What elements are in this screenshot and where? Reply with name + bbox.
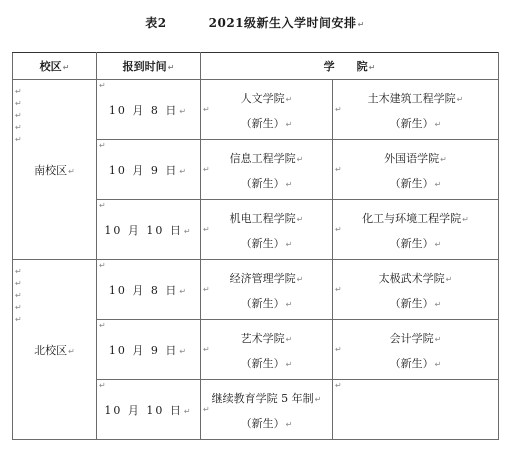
table-title-text: 2021级新生入学时间安排: [208, 16, 357, 30]
college-name: 化工与环境工程学院: [362, 212, 462, 225]
campus-name: 北校区: [34, 343, 68, 357]
college-cell: 外国语学院↵ ↵ （新生）↵: [333, 140, 499, 200]
college-cell: 继续教育学院 5 年制↵ ↵ （新生）↵: [201, 380, 333, 440]
new-student-tag: （新生）: [389, 177, 434, 190]
college-name: 人文学院: [240, 92, 285, 105]
schedule-table: [12, 52, 499, 440]
campus-cell: ↵ ↵ ↵ ↵ ↵ 北校区↵: [13, 260, 97, 440]
paragraph-mark-icon: ↵: [203, 225, 210, 234]
paragraph-mark-icon: ↵: [203, 405, 210, 414]
table-number: 表2: [145, 16, 167, 30]
date-text: 10 月 9 日: [108, 343, 179, 357]
paragraph-mark-icon: ↵: [99, 141, 108, 150]
date-text: 10 月 10 日: [104, 403, 183, 417]
new-student-tag: （新生）: [240, 417, 285, 430]
college-cell: 经济管理学院↵ ↵ （新生）↵: [201, 260, 333, 320]
paragraph-mark-icon: ↵: [203, 105, 210, 114]
paragraph-mark-icon: ↵: [357, 20, 365, 29]
date-text: 10 月 10 日: [104, 223, 183, 237]
paragraph-mark-icon: ↵: [335, 345, 342, 354]
new-student-tag: （新生）: [389, 117, 434, 130]
college-cell: 化工与环境工程学院↵ ↵ （新生）↵: [333, 200, 499, 260]
paragraph-mark-icon: ↵: [99, 201, 108, 210]
college-name: 外国语学院: [384, 152, 440, 165]
new-student-tag: （新生）: [240, 357, 285, 370]
new-student-tag: （新生）: [389, 357, 434, 370]
paragraph-mark-icon: ↵: [335, 165, 342, 174]
college-name: 艺术学院: [240, 332, 285, 345]
table-row: [13, 80, 499, 140]
date-cell: ↵ 10 月 8 日↵: [97, 260, 201, 320]
new-student-tag: （新生）: [240, 117, 285, 130]
date-cell: ↵ 10 月 10 日↵: [97, 200, 201, 260]
paragraph-mark-icon: ↵: [203, 345, 210, 354]
college-name: 机电工程学院: [229, 212, 296, 225]
college-cell: 艺术学院↵ ↵ （新生）↵: [201, 320, 333, 380]
campus-name: 南校区: [34, 163, 68, 177]
paragraph-mark-icon: ↵: [203, 285, 210, 294]
college-cell: 机电工程学院↵ ↵ （新生）↵: [201, 200, 333, 260]
new-student-tag: （新生）: [240, 237, 285, 250]
college-name: 继续教育学院 5 年制: [211, 392, 314, 405]
paragraph-mark-icon: ↵: [335, 285, 342, 294]
paragraph-mark-icon: ↵ ↵ ↵ ↵ ↵: [15, 267, 22, 324]
college-cell: 人文学院↵ ↵ （新生）↵: [201, 80, 333, 140]
paragraph-mark-icon: ↵: [203, 165, 210, 174]
date-text: 10 月 8 日: [108, 103, 179, 117]
new-student-tag: （新生）: [240, 177, 285, 190]
college-name: 信息工程学院: [229, 152, 296, 165]
paragraph-mark-icon: ↵: [335, 381, 342, 390]
college-cell: 信息工程学院↵ ↵ （新生）↵: [201, 140, 333, 200]
new-student-tag: （新生）: [240, 297, 285, 310]
college-cell: 土木建筑工程学院↵ ↵ （新生）↵: [333, 80, 499, 140]
paragraph-mark-icon: ↵: [99, 81, 108, 90]
new-student-tag: （新生）: [389, 297, 434, 310]
college-name: 太极武术学院: [378, 272, 445, 285]
college-cell: [333, 380, 499, 440]
paragraph-mark-icon: ↵: [99, 381, 108, 390]
header-college: 学 院↵: [201, 53, 499, 80]
new-student-tag: （新生）: [389, 237, 434, 250]
date-cell: ↵ 10 月 10 日↵: [97, 380, 201, 440]
college-cell: 会计学院↵ ↵ （新生）↵: [333, 320, 499, 380]
date-cell: ↵ 10 月 8 日↵: [97, 80, 201, 140]
table-row: [13, 260, 499, 320]
header-campus: 校区↵: [13, 53, 97, 80]
college-name: 土木建筑工程学院: [367, 92, 456, 105]
college-name: 经济管理学院: [229, 272, 296, 285]
paragraph-mark-icon: ↵: [99, 321, 108, 330]
paragraph-mark-icon: ↵: [99, 261, 108, 270]
date-cell: ↵ 10 月 9 日↵: [97, 320, 201, 380]
college-name: 会计学院: [389, 332, 434, 345]
header-row: [13, 53, 499, 80]
paragraph-mark-icon: ↵: [335, 225, 342, 234]
college-cell: 太极武术学院↵ ↵ （新生）↵: [333, 260, 499, 320]
date-text: 10 月 8 日: [108, 283, 179, 297]
paragraph-mark-icon: ↵: [335, 105, 342, 114]
campus-cell: ↵ ↵ ↵ ↵ ↵ 南校区↵: [13, 80, 97, 260]
table-title: [0, 14, 510, 31]
header-date: 报到时间↵: [97, 53, 201, 80]
date-cell: ↵ 10 月 9 日↵: [97, 140, 201, 200]
paragraph-mark-icon: ↵ ↵ ↵ ↵ ↵: [15, 87, 22, 144]
date-text: 10 月 9 日: [108, 163, 179, 177]
